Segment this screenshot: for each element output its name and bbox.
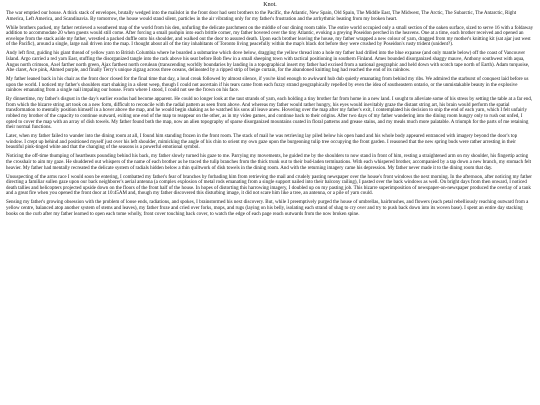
paragraph-3: Andy left first, guiding his giant thread of yellow yarn to British Columbia where he boarded a submarine which dove below, dragging the yellow thread into a hole my father had drilled into the blue expanse (and only mantle below) off the coast of Vancouver Island. Argo carried a red yarn East, stuffing the disorganized tangle into the rack above his seat before Bob flew in a small sheeping town with tactical positioning in southern Finland. Ames bounded disorganized shaggy mauve, Anthony southwest with aqua, Angus north crimson, Axel farther north green, Ajax farthest north cerulean (transcending worldly boundaries by landing in a topographical insert my father had excised from a national geographic and held down with scotch tape north of Earth). Adam turquoise, Abe claret, Ace pink, Ahmed purple, and finally Terry's unique zigzag across three oceans, delineated by a ripped strip of beige curtain, for the abandoned knitting bag had reached the end of its rainbow. — [6, 51, 530, 74]
paragraph-4: My father leaned back in his chair as the front door closed for the final time that day, a loud creak followed by almost silence, if you're kind enough to awkward hub dub quietly emanating from behind my ribs. We admired the starburst of conquest laid before us upon the world. I noticed my father's shoulders start shaking in a silent weep, though I could not ascertain if his tears came from each fuzzy strand geographically repelled by even the idea of southeastern ontario, or the unmistakable beauty in the explosive rainbow emanating from a single nail impaling our house. From where I stood, I could not see the frown on his face. — [6, 77, 529, 94]
paragraph-9: Sensing my father's growing obsession with the problem of loose ends, radiations, and spokes, I brainstormed his next discovery. But, while I preemptively purged the house of umbrellas, hairbrushes, and flowers (each petal rebelliously reaching outward from a yellow centre, balanced atop another system of stems and leaves), my father froze and cried over forks, mops, and rugs (laying on his belly, isolating each strand of shag to cry over and try to push back down into its woven base). I spent an entire day stacking books on the curb after my father learned to open each tome wholly, front cover touching back cover, to watch the edge of each page reach outwards from the now broken spine. — [6, 200, 529, 217]
paragraph-6: Later, when my father failed to wander into the dining room at all, I found him standing frozen in the front room. The stack of mail he was retrieving lay piled below his open hand and his whole body appeared entranced with imagery beyond the door's top window. I crept up behind and positioned myself just over his left shoulder, mimicking the angle of his chin to orient my own gaze upon the burgeoning tulip tree occupying the front garden. I reasoned that the new spring buds were rather arresting in their beautiful pink-tinged white and that the changing of the seasons is a powerful emotional symbol. — [6, 134, 518, 151]
paragraph-8: Unsuspecting of the arms race I would soon be entering, I combatted my father's fear of branches by forbading him from retrieving the mail and crudely pasting newspaper over the house's front windows the next morning. In the afternoon, after noticing my father directing a familiar sullen gaze upon our back neighborer's aerial antenna (a complex explosion of metal rods emanating from a single support nailed into their balcony railing), I pasted over the back windows as well. On bright days from then onward, I noticed death tallies and helicopters projected upside down on the floors of the front half of the house. In hopes of distorting this harrowing imagery, I doubled up on my pasting job. This bizarre superimposition of newspaper-on-newspaper produced the overlay of a tank and a great fire when you opened the front door at 10:45AM and, though my father discovered this disturbing image, it did not scare him like a tree, an antenna, or a pile of yarn could. — [6, 174, 532, 197]
paragraph-1: The war emptied our house. A thick stack of envelopes, brutally wedged into the mailslot in the front door had sent brothers to the Pacific, the Atlantic, New Spain, Old Spain, The Middle East, The Midwest, The Arctic, The Subarctic, The Antarctic, Right America, Left America, and Scandinavia. By tomorrow, the house would stand silent, particles in the air vibrating only for my father's frustration and the arrhythmic beating from my broken heart. — [6, 11, 517, 22]
paragraph-5: By dinnertime, my father's disgust in the day's earlier exodus had become apparent. He could no longer look at the taut strands of yarn, each holding a tiny brother far from home in a new land. I sought to alleviate some of his stress by setting the table at a far end, from which the bizarre string art took on a new form, difficult to reconcile with the radial pattern as seen from above. And whereas my father would rather hungry, his eyes would inevitably graze the distant string art, his brain would perform the spatial transformation to mentally position himself in a hover above the map, and he would begin shaking as he watched his sons all leave anew. Hovering over the map after my father's exit, I contemplated his decision to snip the end of each yarn, which I felt unfairly robbed my brother of the capacity to continue outward, exiting one end of the map to reappear on the other, as in my video games, and continue back to their origins. After two days of my father wandering into the dining room hungry only to rush out unfed, I opted to cover the map with an array of dish towels. My father found both the map, now an alien topography of sparse disorganized mountains coated in floral patterns and grease stains, and my meals much more palatable. A triumph for the parts of me retaining their normal functions. — [6, 97, 533, 131]
paragraph-7: Noticing the off-time thumping of heartbeats pounding behind his back, my father slowly turned his gaze to me. Parrying my movements, he guided me by the shoulders to now stand in front of him, resting a straightened arm on my shoulder, his fingertip acting the crosshair to aim my gaze. He shuddered out whispers of the name of each brother as he traced the tulip branches from the thick trunk out to their bud-laden terminations. With each whispered brother, accompanied by a tap down a new branch, my stomach felt heavier. My father had mentally recreated the delicate system of radials hidden below a thin quiltwork of dish towels in the dining room. And with the returning imagery came his depression. My father never made it to the dining room that day. — [6, 154, 532, 171]
paragraph-2: While brothers packed, my father retrieved a weathered map of the world from his den, unfurling the delicate parchment on the middle of our dining room table. The entire world occupied only a small section of the oaken surface, sized to serve 16 with a foldaway addition to accommodate 20 when guests would still come. After forcing a small pushpin into each brittle corner, my father hovered over the tiny Atlantic, evoking a greying Poseidon perched in the heavens. One at a time, each brother received and opened an envelope from the stack aside my father, wrestled a packed duffle onto his shoulder, and walked out the door to assured death. Upon each brother leaving the house, my father wrapped a new colour of yarn, dragged from my mother's knitting kit (sat ajar just west of the Pacific), around a single, large nail driven into the map. I thought about all of the tiny inhabitants of Toronto living peacefully within the map's black dot before they were crushed by Poseidon's rusty trident (unident?). — [6, 25, 534, 48]
document-title: Knot. — [263, 2, 277, 8]
